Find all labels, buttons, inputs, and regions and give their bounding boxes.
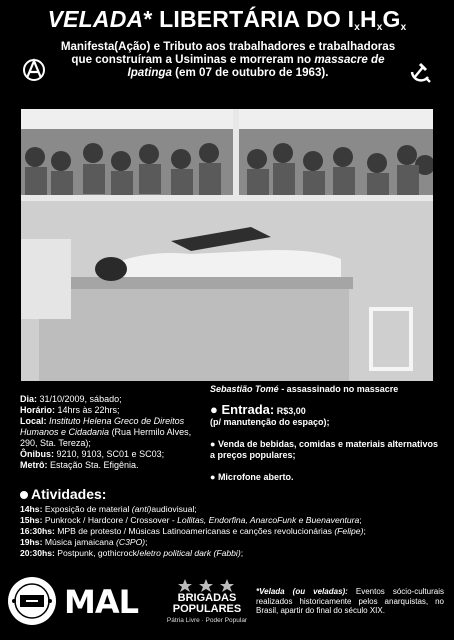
bp-line1: BRIGADAS xyxy=(177,592,237,604)
subtitle xyxy=(52,40,404,79)
atividade-text: Punkrock / Hardcore / Crossover - xyxy=(42,515,178,525)
atividade-text: Exposição de material xyxy=(42,504,132,514)
photo-caption xyxy=(210,384,398,394)
subtitle-line1: Manifesta(Ação) e Tributo aos trabalhadores e trabalhadoras xyxy=(60,40,396,53)
atividade-text-end: ; xyxy=(363,526,366,536)
atividade-text: Música jamaicana xyxy=(42,537,117,547)
atividade-text-end: ; xyxy=(145,537,148,547)
mal-logo: MAL xyxy=(64,583,138,621)
hammer-sickle-icon xyxy=(408,60,432,84)
entrada-note: (p/ manutenção do espaço); xyxy=(210,417,330,427)
atividade-item xyxy=(20,504,450,515)
subtitle-massacre: massacre de xyxy=(314,53,385,66)
three-stars-icon xyxy=(176,579,236,593)
ihg-logo-icon xyxy=(6,575,58,627)
atividade-italic: (C3PO) xyxy=(116,537,146,547)
title-g: G xyxy=(382,6,401,32)
title-x2: x xyxy=(376,22,383,33)
atividade-item xyxy=(20,526,450,537)
atividades-title xyxy=(20,486,106,502)
atividades-bullet xyxy=(20,491,28,499)
atividade-item xyxy=(20,548,450,559)
bp-slogan: Pátria Livre · Poder Popular xyxy=(166,617,248,624)
caption-rest: - assassinado no massacre xyxy=(278,384,399,394)
subtitle-line3: (em 07 de outubro de 1963). xyxy=(171,66,329,79)
dia-value: 31/10/2009, sábado; xyxy=(37,394,122,404)
caption-name: Sebastião Tomé xyxy=(210,384,279,394)
onibus-label: Ônibus: xyxy=(20,449,54,459)
entrada-price: R$3,00 xyxy=(274,406,306,416)
footnote-text: Eventos sócio-culturais realizados historicamente pelos anarquistas, no Brasil, apartir do final do século XIX. xyxy=(256,587,444,615)
historical-photo xyxy=(21,109,433,381)
entrada-section xyxy=(210,404,440,483)
footer xyxy=(0,573,454,640)
title-x1: x xyxy=(354,22,360,33)
atividade-time: 14hs: xyxy=(20,504,43,514)
entrada-label: Entrada: xyxy=(221,402,275,417)
subtitle-line2: que construíram a Usiminas e morreram no xyxy=(71,53,315,66)
anarchy-icon xyxy=(22,58,46,82)
title-rest: * LIBERTÁRIA DO xyxy=(143,6,348,32)
bp-line2: POPULARES xyxy=(172,603,242,615)
atividade-text-end: ; xyxy=(240,548,244,558)
atividade-italic: (Felipe) xyxy=(334,526,364,536)
atividade-text-end: ; xyxy=(359,515,362,525)
horario-value: 14hrs às 22hrs; xyxy=(55,405,120,415)
entrada-bullet: ● xyxy=(210,402,222,417)
item1-bullet: ● xyxy=(210,439,218,449)
dia-label: Dia: xyxy=(20,394,38,404)
local-label: Local: xyxy=(20,416,47,426)
atividades-list xyxy=(20,504,450,559)
onibus-value: 9210, 9103, SC01 e SC03; xyxy=(54,449,165,459)
atividade-text-end: audiovisual; xyxy=(151,504,197,514)
metro-label: Metrô: xyxy=(20,460,48,470)
atividade-italic: (anti) xyxy=(131,504,152,514)
title-velada: VELADA xyxy=(47,6,144,32)
entrada-item-2: Microfone aberto. xyxy=(217,472,294,482)
atividade-italic: Lollitas, Endorfina, AnarcoFunk e Buenaventura xyxy=(177,515,360,525)
event-title xyxy=(0,6,454,33)
subtitle-ipatinga: Ipatinga xyxy=(127,66,172,79)
metro-value: Estação Sta. Efigênia. xyxy=(47,460,139,470)
footnote-term: *Velada (ou veladas): xyxy=(256,587,348,596)
atividade-text: Postpunk, gothicrock/ xyxy=(54,548,140,558)
atividade-text: MPB de protesto / Músicas Latinoamericanas e canções revolucionárias xyxy=(54,526,335,536)
brigadas-populares-logo xyxy=(172,593,242,615)
item2-bullet: ● xyxy=(210,472,218,482)
local-address: (Rua Hermilo Alves, 290, Sta. Tereza); xyxy=(20,427,192,448)
atividade-time: 15hs: xyxy=(20,515,43,525)
local-name: Instituto Helena Greco de Direitos Humanos e Cidadania xyxy=(20,416,185,437)
atividade-time: 20:30hs: xyxy=(20,548,55,558)
title-i: I xyxy=(347,6,355,32)
velada-footnote xyxy=(256,587,444,616)
atividade-item xyxy=(20,515,450,526)
atividade-time: 16:30hs: xyxy=(20,526,55,536)
massacre-photo-illustration xyxy=(21,109,433,381)
atividade-italic: eletro political dark (Fabbi) xyxy=(139,548,241,558)
event-info xyxy=(20,394,210,471)
atividades-label: Atividades: xyxy=(31,486,107,502)
entrada-item-1: Venda de bebidas, comidas e materiais alternativos a preços populares; xyxy=(210,439,439,460)
title-h: H xyxy=(359,6,377,32)
title-x3: x xyxy=(400,22,407,33)
atividade-item xyxy=(20,537,450,548)
atividade-time: 19hs: xyxy=(20,537,43,547)
horario-label: Horário: xyxy=(20,405,56,415)
